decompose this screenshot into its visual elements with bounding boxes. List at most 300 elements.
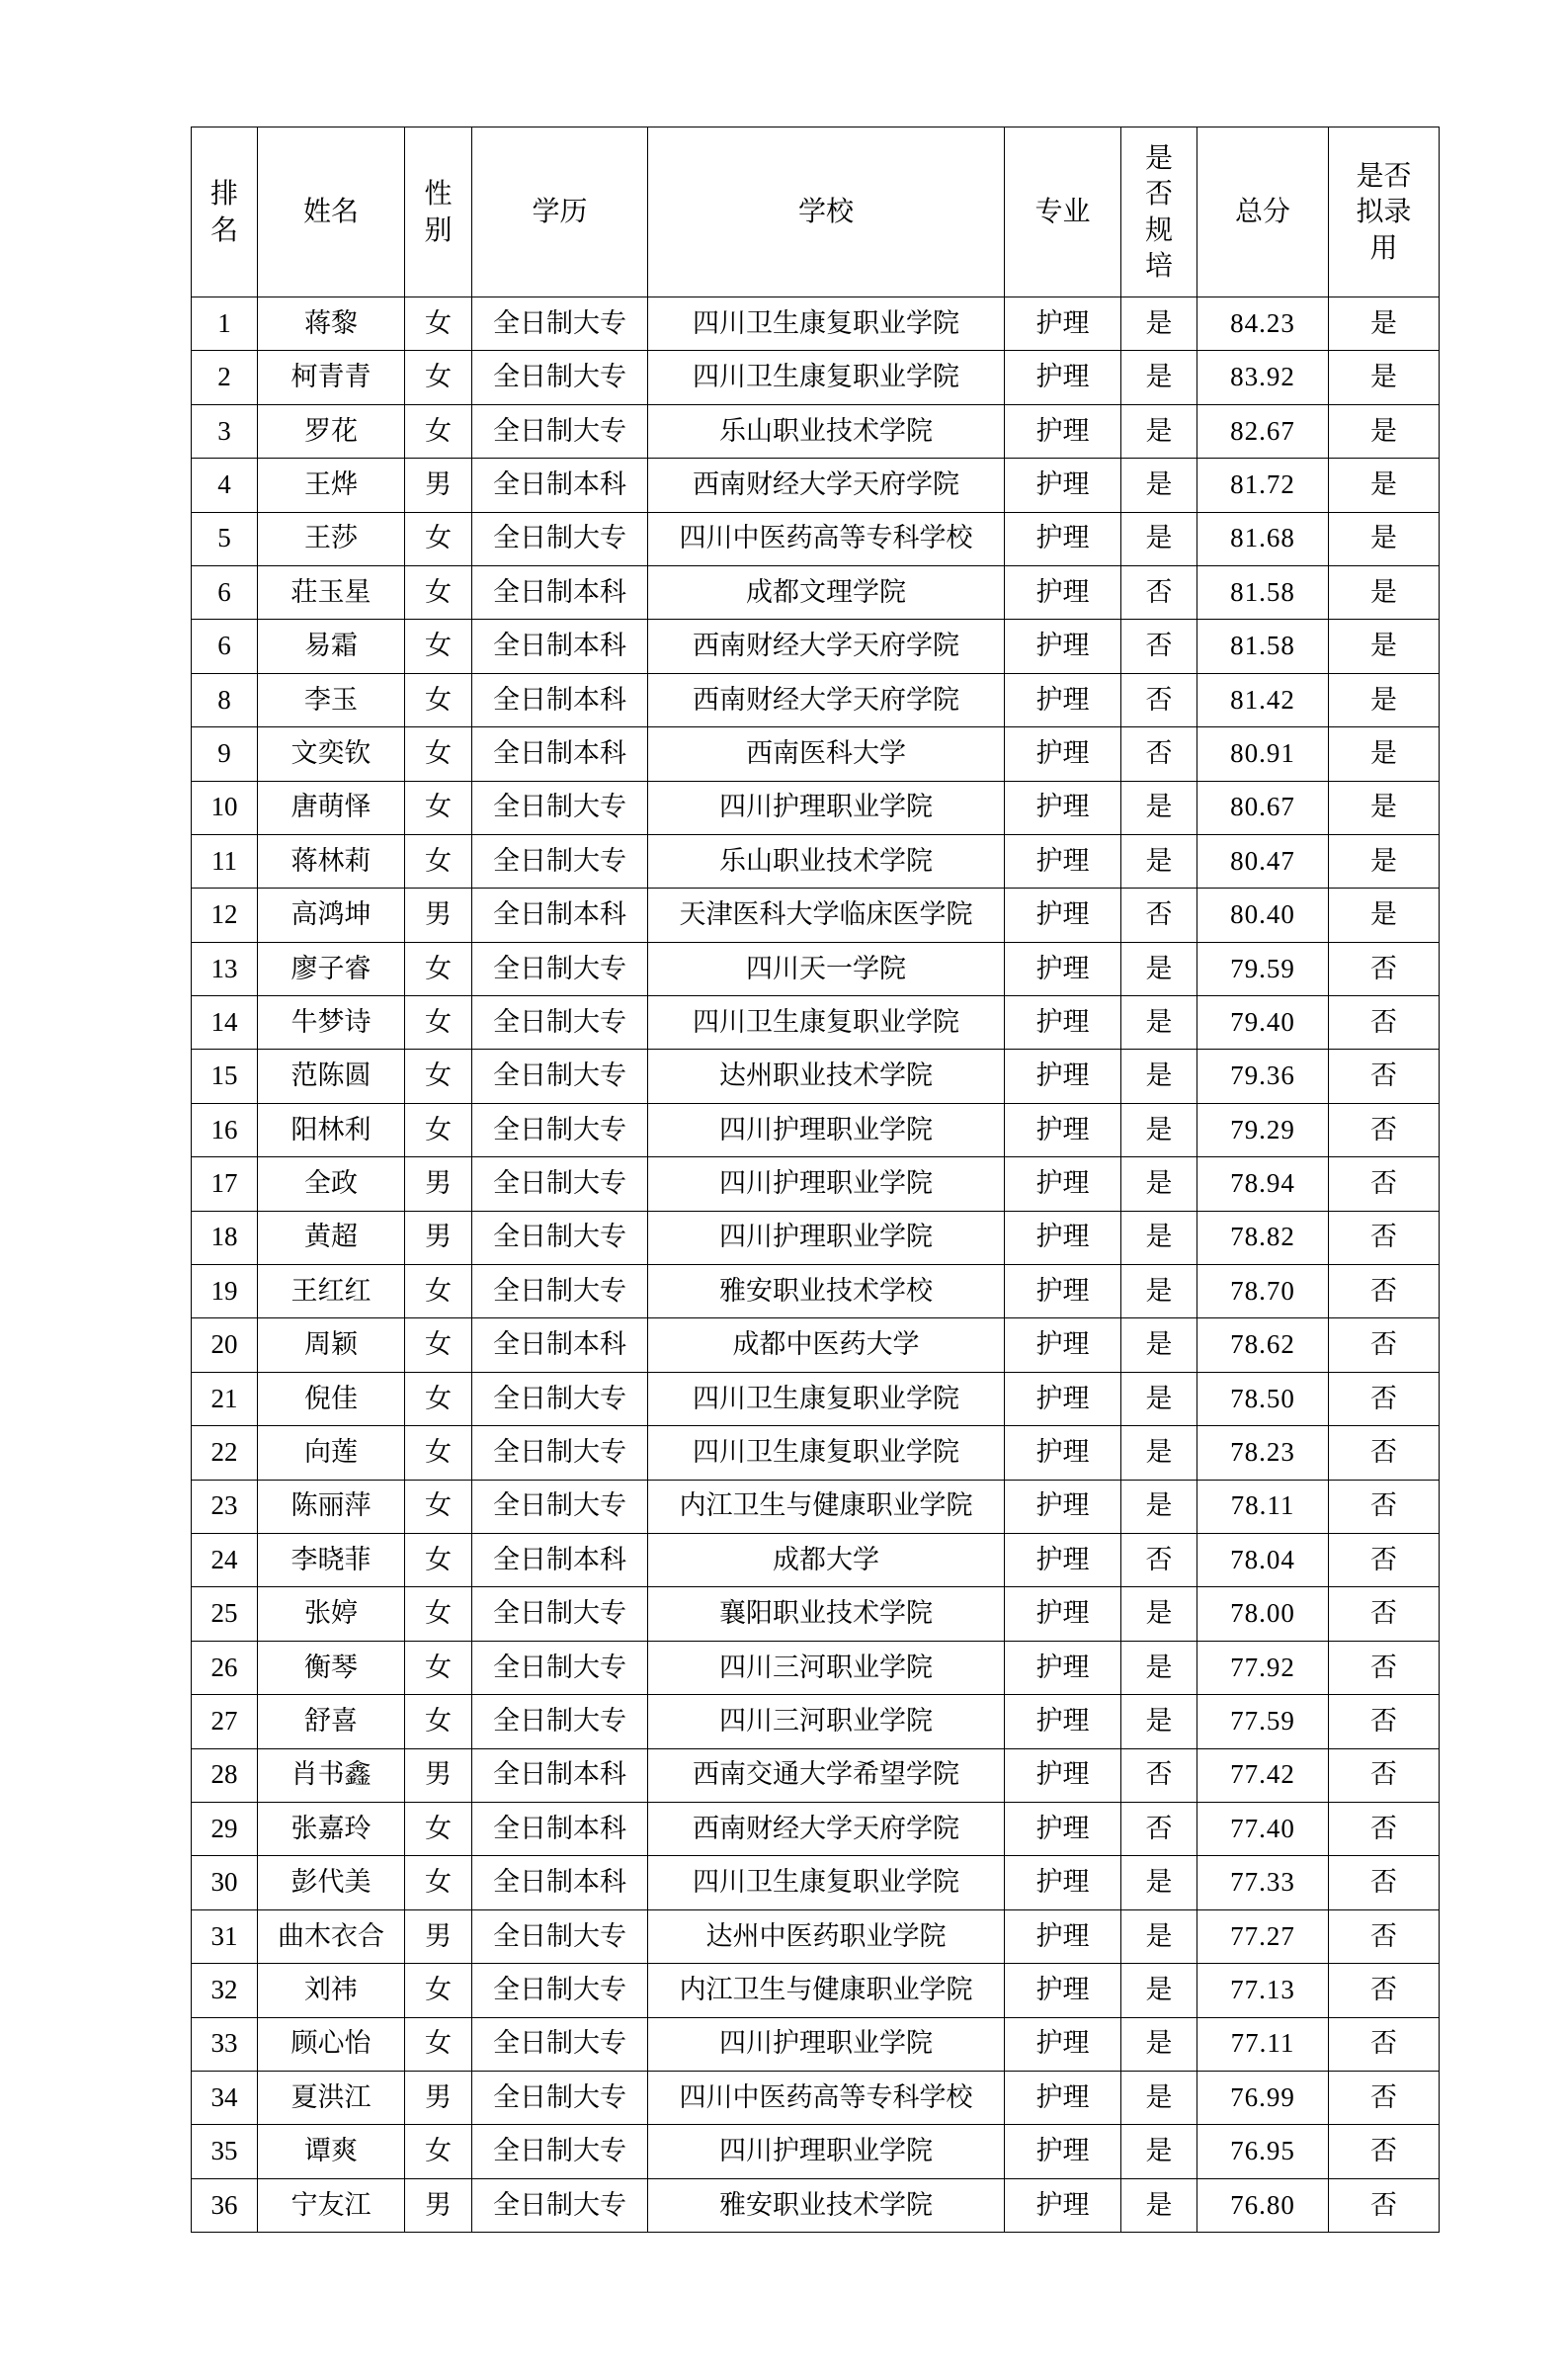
rank-cell: 24 (192, 1533, 258, 1586)
sex-cell: 女 (405, 996, 472, 1050)
sex-cell: 女 (405, 297, 472, 351)
name-cell: 刘祎 (258, 1964, 405, 2017)
score-cell: 78.94 (1197, 1157, 1329, 1211)
education-cell: 全日制本科 (472, 727, 648, 781)
score-cell: 81.68 (1197, 512, 1329, 565)
score-cell: 77.42 (1197, 1748, 1329, 1802)
score-cell: 80.91 (1197, 727, 1329, 781)
name-cell: 曲木衣合 (258, 1909, 405, 1963)
sex-cell: 女 (405, 620, 472, 673)
rank-cell: 11 (192, 834, 258, 888)
table-row (192, 1909, 1440, 1963)
sex-cell: 女 (405, 1641, 472, 1694)
rank-cell: 19 (192, 1265, 258, 1318)
rank-cell: 29 (192, 1802, 258, 1855)
score-cell: 78.62 (1197, 1318, 1329, 1372)
school-cell: 四川护理职业学院 (648, 2125, 1005, 2178)
table-row (192, 1856, 1440, 1909)
school-cell: 成都中医药大学 (648, 1318, 1005, 1372)
score-cell: 79.29 (1197, 1103, 1329, 1156)
school-cell: 雅安职业技术学校 (648, 1265, 1005, 1318)
sex-cell: 女 (405, 1426, 472, 1480)
residency-training-cell: 否 (1121, 1533, 1197, 1586)
residency-training-cell: 是 (1121, 1856, 1197, 1909)
table-row (192, 351, 1440, 404)
sex-cell: 女 (405, 404, 472, 458)
education-cell: 全日制本科 (472, 1318, 648, 1372)
sex-cell: 女 (405, 1480, 472, 1533)
hire-cell: 否 (1329, 1802, 1440, 1855)
major-cell: 护理 (1005, 781, 1121, 834)
name-cell: 蒋林莉 (258, 834, 405, 888)
school-cell: 四川卫生康复职业学院 (648, 1372, 1005, 1425)
sex-cell: 女 (405, 781, 472, 834)
rank-cell: 10 (192, 781, 258, 834)
results-table (191, 127, 1440, 2233)
sex-cell: 女 (405, 351, 472, 404)
major-cell: 护理 (1005, 1964, 1121, 2017)
major-cell: 护理 (1005, 1426, 1121, 1480)
name-cell: 高鸿坤 (258, 889, 405, 942)
table-row (192, 459, 1440, 512)
hire-cell: 否 (1329, 1157, 1440, 1211)
table-row (192, 1157, 1440, 1211)
education-cell: 全日制本科 (472, 459, 648, 512)
major-cell: 护理 (1005, 2125, 1121, 2178)
residency-training-cell: 是 (1121, 781, 1197, 834)
residency-training-cell: 是 (1121, 297, 1197, 351)
name-cell: 蒋黎 (258, 297, 405, 351)
major-cell: 护理 (1005, 2178, 1121, 2232)
header-school: 学校 (648, 127, 1005, 297)
major-cell: 护理 (1005, 1372, 1121, 1425)
score-cell: 77.59 (1197, 1695, 1329, 1748)
school-cell: 四川卫生康复职业学院 (648, 996, 1005, 1050)
table-row (192, 1211, 1440, 1264)
sex-cell: 女 (405, 942, 472, 995)
table-row (192, 2125, 1440, 2178)
education-cell: 全日制大专 (472, 1050, 648, 1103)
score-cell: 79.59 (1197, 942, 1329, 995)
hire-cell: 是 (1329, 351, 1440, 404)
school-cell: 四川护理职业学院 (648, 1211, 1005, 1264)
education-cell: 全日制本科 (472, 620, 648, 673)
sex-cell: 女 (405, 1964, 472, 2017)
table-row (192, 2071, 1440, 2124)
rank-cell: 8 (192, 673, 258, 726)
name-cell: 王烨 (258, 459, 405, 512)
score-cell: 78.23 (1197, 1426, 1329, 1480)
school-cell: 四川中医药高等专科学校 (648, 2071, 1005, 2124)
score-cell: 76.99 (1197, 2071, 1329, 2124)
header-row (192, 127, 1440, 297)
table-row (192, 889, 1440, 942)
major-cell: 护理 (1005, 404, 1121, 458)
score-cell: 80.47 (1197, 834, 1329, 888)
education-cell: 全日制大专 (472, 2017, 648, 2071)
name-cell: 范陈圆 (258, 1050, 405, 1103)
residency-training-cell: 是 (1121, 1641, 1197, 1694)
education-cell: 全日制大专 (472, 996, 648, 1050)
header-residency-training: 是 否 规 培 (1121, 127, 1197, 297)
sex-cell: 女 (405, 727, 472, 781)
sex-cell: 男 (405, 1157, 472, 1211)
school-cell: 四川护理职业学院 (648, 1157, 1005, 1211)
major-cell: 护理 (1005, 1211, 1121, 1264)
hire-cell: 是 (1329, 673, 1440, 726)
name-cell: 倪佳 (258, 1372, 405, 1425)
table-row (192, 1265, 1440, 1318)
major-cell: 护理 (1005, 565, 1121, 619)
residency-training-cell: 是 (1121, 2071, 1197, 2124)
major-cell: 护理 (1005, 889, 1121, 942)
school-cell: 西南交通大学希望学院 (648, 1748, 1005, 1802)
major-cell: 护理 (1005, 1103, 1121, 1156)
sex-cell: 女 (405, 1802, 472, 1855)
name-cell: 李玉 (258, 673, 405, 726)
score-cell: 77.11 (1197, 2017, 1329, 2071)
rank-cell: 14 (192, 996, 258, 1050)
table-row (192, 781, 1440, 834)
name-cell: 顾心怡 (258, 2017, 405, 2071)
rank-cell: 2 (192, 351, 258, 404)
hire-cell: 是 (1329, 512, 1440, 565)
score-cell: 76.95 (1197, 2125, 1329, 2178)
table-row (192, 2178, 1440, 2232)
hire-cell: 否 (1329, 1426, 1440, 1480)
sex-cell: 女 (405, 1372, 472, 1425)
school-cell: 达州中医药职业学院 (648, 1909, 1005, 1963)
major-cell: 护理 (1005, 673, 1121, 726)
rank-cell: 36 (192, 2178, 258, 2232)
name-cell: 廖子睿 (258, 942, 405, 995)
rank-cell: 12 (192, 889, 258, 942)
school-cell: 西南财经大学天府学院 (648, 459, 1005, 512)
name-cell: 谭爽 (258, 2125, 405, 2178)
school-cell: 四川卫生康复职业学院 (648, 351, 1005, 404)
school-cell: 四川护理职业学院 (648, 2017, 1005, 2071)
residency-training-cell: 是 (1121, 2125, 1197, 2178)
residency-training-cell: 是 (1121, 996, 1197, 1050)
residency-training-cell: 否 (1121, 673, 1197, 726)
school-cell: 四川卫生康复职业学院 (648, 1426, 1005, 1480)
major-cell: 护理 (1005, 297, 1121, 351)
hire-cell: 否 (1329, 2178, 1440, 2232)
education-cell: 全日制本科 (472, 1533, 648, 1586)
education-cell: 全日制大专 (472, 781, 648, 834)
score-cell: 81.58 (1197, 620, 1329, 673)
residency-training-cell: 是 (1121, 834, 1197, 888)
name-cell: 易霜 (258, 620, 405, 673)
table-row (192, 1641, 1440, 1694)
hire-cell: 是 (1329, 781, 1440, 834)
residency-training-cell: 否 (1121, 1748, 1197, 1802)
score-cell: 77.33 (1197, 1856, 1329, 1909)
name-cell: 周颖 (258, 1318, 405, 1372)
major-cell: 护理 (1005, 1909, 1121, 1963)
residency-training-cell: 是 (1121, 2017, 1197, 2071)
residency-training-cell: 是 (1121, 2178, 1197, 2232)
rank-cell: 6 (192, 620, 258, 673)
major-cell: 护理 (1005, 2071, 1121, 2124)
hire-cell: 否 (1329, 1103, 1440, 1156)
name-cell: 向莲 (258, 1426, 405, 1480)
score-cell: 78.82 (1197, 1211, 1329, 1264)
rank-cell: 4 (192, 459, 258, 512)
score-cell: 80.40 (1197, 889, 1329, 942)
hire-cell: 否 (1329, 1050, 1440, 1103)
table-row (192, 1695, 1440, 1748)
residency-training-cell: 是 (1121, 351, 1197, 404)
education-cell: 全日制本科 (472, 1748, 648, 1802)
hire-cell: 是 (1329, 565, 1440, 619)
score-cell: 77.13 (1197, 1964, 1329, 2017)
table-row (192, 1103, 1440, 1156)
residency-training-cell: 是 (1121, 404, 1197, 458)
sex-cell: 女 (405, 1856, 472, 1909)
name-cell: 王红红 (258, 1265, 405, 1318)
rank-cell: 9 (192, 727, 258, 781)
residency-training-cell: 是 (1121, 1964, 1197, 2017)
header-rank: 排 名 (192, 127, 258, 297)
education-cell: 全日制大专 (472, 1964, 648, 2017)
score-cell: 77.27 (1197, 1909, 1329, 1963)
header-education: 学历 (472, 127, 648, 297)
education-cell: 全日制大专 (472, 1587, 648, 1641)
school-cell: 四川护理职业学院 (648, 781, 1005, 834)
name-cell: 黄超 (258, 1211, 405, 1264)
score-cell: 78.11 (1197, 1480, 1329, 1533)
school-cell: 襄阳职业技术学院 (648, 1587, 1005, 1641)
sex-cell: 女 (405, 673, 472, 726)
education-cell: 全日制大专 (472, 1157, 648, 1211)
rank-cell: 18 (192, 1211, 258, 1264)
score-cell: 81.42 (1197, 673, 1329, 726)
name-cell: 张嘉玲 (258, 1802, 405, 1855)
table-row (192, 942, 1440, 995)
table-row (192, 297, 1440, 351)
education-cell: 全日制大专 (472, 2125, 648, 2178)
school-cell: 内江卫生与健康职业学院 (648, 1480, 1005, 1533)
hire-cell: 否 (1329, 1211, 1440, 1264)
education-cell: 全日制大专 (472, 834, 648, 888)
sex-cell: 女 (405, 1050, 472, 1103)
sex-cell: 男 (405, 2071, 472, 2124)
rank-cell: 5 (192, 512, 258, 565)
school-cell: 乐山职业技术学院 (648, 834, 1005, 888)
major-cell: 护理 (1005, 1587, 1121, 1641)
residency-training-cell: 是 (1121, 1372, 1197, 1425)
major-cell: 护理 (1005, 620, 1121, 673)
residency-training-cell: 是 (1121, 512, 1197, 565)
education-cell: 全日制大专 (472, 942, 648, 995)
residency-training-cell: 是 (1121, 1480, 1197, 1533)
table-row (192, 404, 1440, 458)
school-cell: 四川三河职业学院 (648, 1695, 1005, 1748)
table-row (192, 673, 1440, 726)
sex-cell: 男 (405, 2178, 472, 2232)
table-row (192, 727, 1440, 781)
header-hire: 是否 拟录 用 (1329, 127, 1440, 297)
name-cell: 衡琴 (258, 1641, 405, 1694)
sex-cell: 女 (405, 1103, 472, 1156)
hire-cell: 否 (1329, 1372, 1440, 1425)
major-cell: 护理 (1005, 1157, 1121, 1211)
major-cell: 护理 (1005, 1533, 1121, 1586)
name-cell: 肖书鑫 (258, 1748, 405, 1802)
rank-cell: 34 (192, 2071, 258, 2124)
hire-cell: 否 (1329, 1641, 1440, 1694)
residency-training-cell: 是 (1121, 1050, 1197, 1103)
major-cell: 护理 (1005, 2017, 1121, 2071)
education-cell: 全日制大专 (472, 1103, 648, 1156)
sex-cell: 男 (405, 1211, 472, 1264)
table-body (192, 297, 1440, 2233)
major-cell: 护理 (1005, 1748, 1121, 1802)
education-cell: 全日制大专 (472, 297, 648, 351)
residency-training-cell: 是 (1121, 1157, 1197, 1211)
education-cell: 全日制大专 (472, 1372, 648, 1425)
header-sex: 性 别 (405, 127, 472, 297)
sex-cell: 男 (405, 889, 472, 942)
education-cell: 全日制本科 (472, 1856, 648, 1909)
rank-cell: 30 (192, 1856, 258, 1909)
hire-cell: 否 (1329, 1318, 1440, 1372)
hire-cell: 否 (1329, 942, 1440, 995)
school-cell: 内江卫生与健康职业学院 (648, 1964, 1005, 2017)
score-cell: 81.58 (1197, 565, 1329, 619)
score-cell: 78.00 (1197, 1587, 1329, 1641)
school-cell: 雅安职业技术学院 (648, 2178, 1005, 2232)
hire-cell: 否 (1329, 1265, 1440, 1318)
sex-cell: 女 (405, 1587, 472, 1641)
education-cell: 全日制大专 (472, 1211, 648, 1264)
school-cell: 四川天一学院 (648, 942, 1005, 995)
hire-cell: 否 (1329, 996, 1440, 1050)
sex-cell: 男 (405, 459, 472, 512)
table-row (192, 1480, 1440, 1533)
table-row (192, 1587, 1440, 1641)
name-cell: 牛梦诗 (258, 996, 405, 1050)
major-cell: 护理 (1005, 996, 1121, 1050)
name-cell: 陈丽萍 (258, 1480, 405, 1533)
residency-training-cell: 是 (1121, 1265, 1197, 1318)
hire-cell: 否 (1329, 2125, 1440, 2178)
table-row (192, 1802, 1440, 1855)
hire-cell: 是 (1329, 620, 1440, 673)
table-row (192, 2017, 1440, 2071)
rank-cell: 1 (192, 297, 258, 351)
school-cell: 四川中医药高等专科学校 (648, 512, 1005, 565)
score-cell: 77.92 (1197, 1641, 1329, 1694)
education-cell: 全日制本科 (472, 1802, 648, 1855)
education-cell: 全日制大专 (472, 1909, 648, 1963)
education-cell: 全日制本科 (472, 673, 648, 726)
sex-cell: 女 (405, 2017, 472, 2071)
score-cell: 79.36 (1197, 1050, 1329, 1103)
hire-cell: 否 (1329, 1533, 1440, 1586)
rank-cell: 22 (192, 1426, 258, 1480)
residency-training-cell: 是 (1121, 1103, 1197, 1156)
rank-cell: 17 (192, 1157, 258, 1211)
name-cell: 李晓菲 (258, 1533, 405, 1586)
hire-cell: 是 (1329, 889, 1440, 942)
rank-cell: 16 (192, 1103, 258, 1156)
header-name: 姓名 (258, 127, 405, 297)
name-cell: 张婷 (258, 1587, 405, 1641)
name-cell: 彭代美 (258, 1856, 405, 1909)
education-cell: 全日制本科 (472, 889, 648, 942)
school-cell: 西南财经大学天府学院 (648, 620, 1005, 673)
score-cell: 81.72 (1197, 459, 1329, 512)
name-cell: 阳林利 (258, 1103, 405, 1156)
score-cell: 77.40 (1197, 1802, 1329, 1855)
rank-cell: 27 (192, 1695, 258, 1748)
hire-cell: 是 (1329, 834, 1440, 888)
score-cell: 79.40 (1197, 996, 1329, 1050)
education-cell: 全日制大专 (472, 1480, 648, 1533)
major-cell: 护理 (1005, 1856, 1121, 1909)
school-cell: 四川卫生康复职业学院 (648, 1856, 1005, 1909)
header-score: 总分 (1197, 127, 1329, 297)
hire-cell: 否 (1329, 1748, 1440, 1802)
rank-cell: 3 (192, 404, 258, 458)
table-row (192, 1748, 1440, 1802)
hire-cell: 否 (1329, 2071, 1440, 2124)
education-cell: 全日制大专 (472, 1426, 648, 1480)
score-cell: 83.92 (1197, 351, 1329, 404)
school-cell: 西南财经大学天府学院 (648, 1802, 1005, 1855)
school-cell: 四川卫生康复职业学院 (648, 297, 1005, 351)
school-cell: 成都大学 (648, 1533, 1005, 1586)
table-row (192, 996, 1440, 1050)
rank-cell: 32 (192, 1964, 258, 2017)
table-row (192, 1426, 1440, 1480)
residency-training-cell: 否 (1121, 565, 1197, 619)
name-cell: 文奕钦 (258, 727, 405, 781)
sex-cell: 女 (405, 1695, 472, 1748)
hire-cell: 是 (1329, 404, 1440, 458)
name-cell: 唐萌怿 (258, 781, 405, 834)
school-cell: 四川三河职业学院 (648, 1641, 1005, 1694)
name-cell: 荘玉星 (258, 565, 405, 619)
education-cell: 全日制大专 (472, 2071, 648, 2124)
school-cell: 成都文理学院 (648, 565, 1005, 619)
major-cell: 护理 (1005, 1265, 1121, 1318)
table-row (192, 834, 1440, 888)
residency-training-cell: 是 (1121, 942, 1197, 995)
hire-cell: 否 (1329, 2017, 1440, 2071)
hire-cell: 否 (1329, 1480, 1440, 1533)
hire-cell: 否 (1329, 1587, 1440, 1641)
name-cell: 王莎 (258, 512, 405, 565)
sex-cell: 女 (405, 834, 472, 888)
sex-cell: 男 (405, 1909, 472, 1963)
hire-cell: 是 (1329, 297, 1440, 351)
school-cell: 达州职业技术学院 (648, 1050, 1005, 1103)
rank-cell: 21 (192, 1372, 258, 1425)
score-cell: 80.67 (1197, 781, 1329, 834)
residency-training-cell: 是 (1121, 1211, 1197, 1264)
table-row (192, 1533, 1440, 1586)
residency-training-cell: 是 (1121, 1318, 1197, 1372)
name-cell: 全政 (258, 1157, 405, 1211)
sex-cell: 女 (405, 1265, 472, 1318)
major-cell: 护理 (1005, 1480, 1121, 1533)
residency-training-cell: 否 (1121, 889, 1197, 942)
rank-cell: 23 (192, 1480, 258, 1533)
school-cell: 西南医科大学 (648, 727, 1005, 781)
